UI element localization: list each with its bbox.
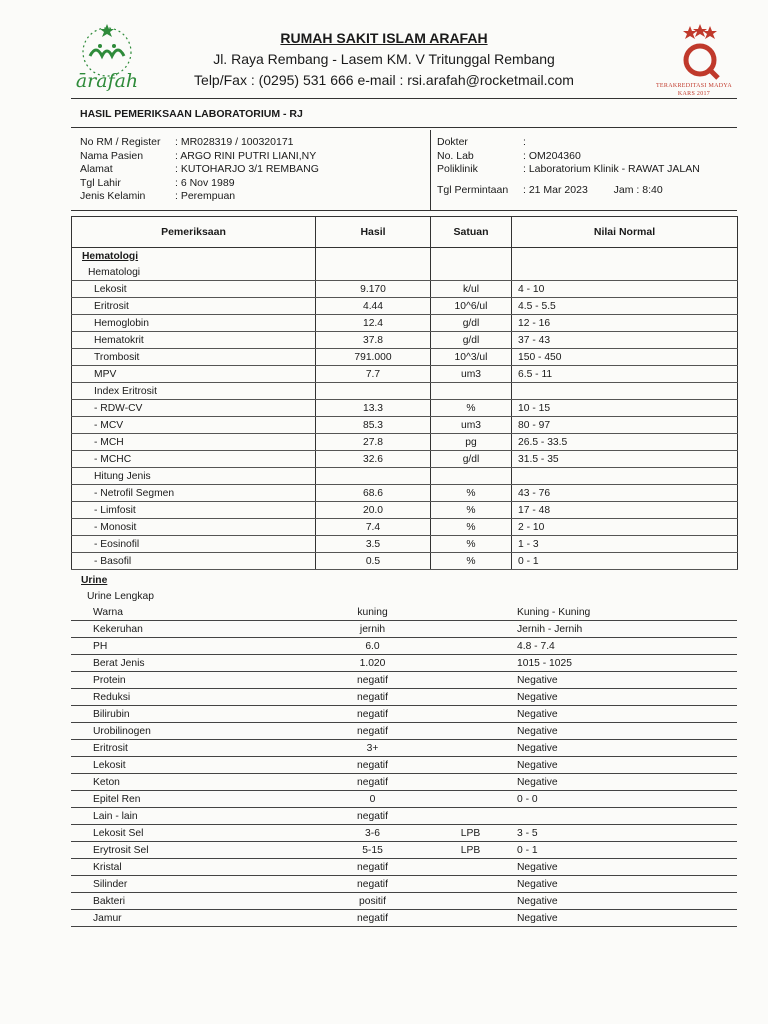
accreditation-text: [634, 82, 754, 98]
test-name: Bilirubin: [71, 706, 315, 723]
normal-range: [511, 808, 737, 825]
result-value: 791.000: [316, 349, 431, 366]
unit-value: [430, 893, 511, 910]
subsection-title: Hematologi: [72, 264, 316, 281]
normal-range: 4.5 - 5.5: [512, 298, 738, 315]
unit-value: [431, 383, 512, 400]
unit-value: %: [431, 553, 512, 570]
result-value: 12.4: [316, 315, 431, 332]
test-name: - Basofil: [72, 553, 316, 570]
subsection-title: Urine Lengkap: [87, 590, 154, 602]
time-value: 8:40: [642, 183, 663, 196]
label-rm: No RM / Register: [80, 136, 161, 148]
normal-range: 80 - 97: [512, 417, 738, 434]
unit-value: k/ul: [431, 281, 512, 298]
unit-value: um3: [431, 417, 512, 434]
order-values: [523, 136, 700, 197]
result-value: 27.8: [316, 434, 431, 451]
normal-range: 1 - 3: [512, 536, 738, 553]
result-value: negatif: [315, 859, 430, 876]
test-name: Lain - lain: [71, 808, 315, 825]
label-clinic: Poliklinik: [437, 163, 478, 175]
normal-range: Negative: [511, 757, 737, 774]
result-value: [316, 383, 431, 400]
value-request-date: [523, 184, 700, 198]
col-header-unit: Satuan: [431, 217, 512, 248]
normal-range: 12 - 16: [512, 315, 738, 332]
unit-value: %: [431, 400, 512, 417]
table-row: [72, 315, 738, 332]
normal-range: Negative: [511, 706, 737, 723]
table-row: [72, 332, 738, 349]
value-gender: : Perempuan: [175, 190, 236, 202]
normal-range: Negative: [511, 910, 737, 927]
unit-value: pg: [431, 434, 512, 451]
report-title: HASIL PEMERIKSAAN LABORATORIUM - RJ: [80, 108, 303, 120]
result-value: negatif: [315, 689, 430, 706]
table-row: [72, 536, 738, 553]
unit-value: [430, 808, 511, 825]
value-address: : KUTOHARJO 3/1 REMBANG: [175, 163, 319, 175]
normal-range: [512, 468, 738, 485]
normal-range: 17 - 48: [512, 502, 738, 519]
table-row: [71, 876, 737, 893]
value-doctor: :: [523, 136, 526, 148]
table-row: [71, 808, 737, 825]
value-lab-no: : OM204360: [523, 149, 581, 162]
unit-value: [430, 876, 511, 893]
value-name: : ARGO RINI PUTRI LIANI,NY: [175, 149, 317, 162]
section-title: Urine: [81, 574, 108, 586]
normal-range: Negative: [511, 774, 737, 791]
table-row: [71, 604, 737, 621]
test-name: - MCV: [72, 417, 316, 434]
table-row: [72, 417, 738, 434]
col-header-normal: Nilai Normal: [512, 217, 738, 248]
normal-range: Negative: [511, 876, 737, 893]
table-row: [71, 774, 737, 791]
result-value: 13.3: [316, 400, 431, 417]
normal-range: Negative: [511, 740, 737, 757]
test-name: - Netrofil Segmen: [72, 485, 316, 502]
result-value: jernih: [315, 621, 430, 638]
table-row: [72, 485, 738, 502]
order-labels: [437, 136, 508, 197]
title-divider: [71, 127, 737, 128]
time-label: Jam :: [613, 183, 640, 196]
normal-range: 0 - 1: [512, 553, 738, 570]
test-name: Eritrosit: [72, 298, 316, 315]
table-row: [71, 689, 737, 706]
table-row: [71, 893, 737, 910]
unit-value: %: [431, 502, 512, 519]
table-row: [71, 672, 737, 689]
unit-value: [430, 689, 511, 706]
test-name: - Eosinofil: [72, 536, 316, 553]
normal-range: Kuning - Kuning: [511, 604, 737, 621]
table-row: [72, 519, 738, 536]
label-doctor: Dokter: [437, 136, 468, 148]
accreditation-title: TERAKREDITASI MADYA: [655, 83, 733, 89]
unit-value: [430, 859, 511, 876]
test-name: Trombosit: [72, 349, 316, 366]
normal-range: Negative: [511, 689, 737, 706]
test-name: - RDW-CV: [72, 400, 316, 417]
result-value: negatif: [315, 757, 430, 774]
unit-value: [430, 791, 511, 808]
unit-value: [430, 621, 511, 638]
unit-value: [430, 638, 511, 655]
test-name: Silinder: [71, 876, 315, 893]
result-value: 7.4: [316, 519, 431, 536]
logo-text: ārafah: [75, 70, 139, 92]
result-value: 37.8: [316, 332, 431, 349]
result-value: 68.6: [316, 485, 431, 502]
unit-value: %: [431, 485, 512, 502]
result-value: 1.020: [315, 655, 430, 672]
table-row: [72, 400, 738, 417]
result-value: 9.170: [316, 281, 431, 298]
test-name: Bakteri: [71, 893, 315, 910]
unit-value: 10^3/ul: [431, 349, 512, 366]
result-value: 0.5: [316, 553, 431, 570]
unit-value: LPB: [430, 825, 511, 842]
normal-range: Negative: [511, 723, 737, 740]
test-name: Hitung Jenis: [72, 468, 316, 485]
normal-range: 26.5 - 33.5: [512, 434, 738, 451]
table-row: [71, 621, 737, 638]
result-value: positif: [315, 893, 430, 910]
unit-value: %: [431, 536, 512, 553]
test-name: - Limfosit: [72, 502, 316, 519]
patient-values: [175, 136, 319, 204]
result-value: 7.7: [316, 366, 431, 383]
result-value: negatif: [315, 808, 430, 825]
unit-value: [430, 757, 511, 774]
result-value: negatif: [315, 910, 430, 927]
table-row: [71, 910, 737, 927]
table-row: [71, 757, 737, 774]
col-header-test: Pemeriksaan: [72, 217, 316, 248]
normal-range: Negative: [511, 672, 737, 689]
table-row: [71, 825, 737, 842]
accreditation-subtitle: KARS 2017: [677, 91, 711, 97]
unit-value: %: [431, 519, 512, 536]
result-value: negatif: [315, 723, 430, 740]
value-rm: : MR028319 / 100320171: [175, 136, 294, 148]
test-name: Keton: [71, 774, 315, 791]
table-row: [71, 638, 737, 655]
table-row: [72, 553, 738, 570]
normal-range: [512, 383, 738, 400]
test-name: Jamur: [71, 910, 315, 927]
label-lab-no: No. Lab: [437, 149, 474, 162]
result-value: negatif: [315, 706, 430, 723]
unit-value: g/dl: [431, 451, 512, 468]
test-name: Protein: [71, 672, 315, 689]
result-value: negatif: [315, 672, 430, 689]
table-row: [72, 349, 738, 366]
test-name: Lekosit Sel: [71, 825, 315, 842]
test-name: Berat Jenis: [71, 655, 315, 672]
result-value: 4.44: [316, 298, 431, 315]
info-bottom-divider: [71, 210, 737, 211]
normal-range: 31.5 - 35: [512, 451, 738, 468]
normal-range: 10 - 15: [512, 400, 738, 417]
unit-value: [430, 910, 511, 927]
value-dob: : 6 Nov 1989: [175, 176, 235, 189]
unit-value: [430, 655, 511, 672]
test-name: Epitel Ren: [71, 791, 315, 808]
test-name: MPV: [72, 366, 316, 383]
result-value: 3.5: [316, 536, 431, 553]
normal-range: Jernih - Jernih: [511, 621, 737, 638]
urine-table: [71, 572, 737, 927]
label-name: Nama Pasien: [80, 149, 144, 162]
normal-range: Negative: [511, 893, 737, 910]
table-row: [71, 791, 737, 808]
unit-value: [430, 706, 511, 723]
unit-value: LPB: [430, 842, 511, 859]
accreditation-logo: [660, 22, 740, 82]
unit-value: [430, 723, 511, 740]
unit-value: [430, 774, 511, 791]
hospital-contact: Telp/Fax : (0295) 531 666 e-mail : rsi.arafah@rocketmail.com: [194, 72, 574, 88]
hematology-table: [71, 216, 737, 570]
table-row: [71, 859, 737, 876]
label-request-date: Tgl Permintaan: [437, 183, 509, 196]
unit-value: [431, 468, 512, 485]
result-value: 3+: [315, 740, 430, 757]
table-row: [71, 842, 737, 859]
result-value: negatif: [315, 876, 430, 893]
info-divider: [430, 130, 431, 210]
test-name: Hemoglobin: [72, 315, 316, 332]
hospital-address: Jl. Raya Rembang - Lasem KM. V Tritunggal Rembang: [213, 51, 555, 67]
test-name: Erytrosit Sel: [71, 842, 315, 859]
unit-value: um3: [431, 366, 512, 383]
result-value: 85.3: [316, 417, 431, 434]
table-row: [71, 706, 737, 723]
label-gender: Jenis Kelamin: [80, 190, 146, 202]
normal-range: 4.8 - 7.4: [511, 638, 737, 655]
test-name: Urobilinogen: [71, 723, 315, 740]
normal-range: 3 - 5: [511, 825, 737, 842]
test-name: - MCHC: [72, 451, 316, 468]
unit-value: [430, 604, 511, 621]
test-name: Warna: [71, 604, 315, 621]
test-name: Kekeruhan: [71, 621, 315, 638]
table-row: [72, 281, 738, 298]
test-name: Eritrosit: [71, 740, 315, 757]
test-name: Kristal: [71, 859, 315, 876]
result-value: 20.0: [316, 502, 431, 519]
test-name: PH: [71, 638, 315, 655]
test-name: Index Eritrosit: [72, 383, 316, 400]
table-row: [72, 502, 738, 519]
result-value: [316, 468, 431, 485]
normal-range: 37 - 43: [512, 332, 738, 349]
test-name: Hematokrit: [72, 332, 316, 349]
unit-value: g/dl: [431, 315, 512, 332]
request-date: : 21 Mar 2023: [523, 183, 588, 196]
normal-range: 2 - 10: [512, 519, 738, 536]
normal-range: 4 - 10: [512, 281, 738, 298]
normal-range: 0 - 1: [511, 842, 737, 859]
unit-value: 10^6/ul: [431, 298, 512, 315]
result-value: 6.0: [315, 638, 430, 655]
result-value: 5-15: [315, 842, 430, 859]
table-row: [72, 366, 738, 383]
result-value: negatif: [315, 774, 430, 791]
normal-range: 1015 - 1025: [511, 655, 737, 672]
test-name: Lekosit: [72, 281, 316, 298]
table-row: [72, 298, 738, 315]
unit-value: g/dl: [431, 332, 512, 349]
normal-range: 150 - 450: [512, 349, 738, 366]
section-title: Hematologi: [72, 248, 316, 265]
test-name: - MCH: [72, 434, 316, 451]
result-value: kuning: [315, 604, 430, 621]
result-value: 3-6: [315, 825, 430, 842]
table-row: [72, 451, 738, 468]
unit-value: [430, 672, 511, 689]
result-value: 32.6: [316, 451, 431, 468]
normal-range: Negative: [511, 859, 737, 876]
label-address: Alamat: [80, 163, 113, 175]
header-divider: [71, 98, 737, 99]
table-row: [71, 723, 737, 740]
normal-range: 6.5 - 11: [512, 366, 738, 383]
normal-range: 0 - 0: [511, 791, 737, 808]
label-dob: Tgl Lahir: [80, 176, 121, 189]
table-row: [72, 468, 738, 485]
table-row: [72, 383, 738, 400]
test-name: Lekosit: [71, 757, 315, 774]
test-name: - Monosit: [72, 519, 316, 536]
table-row: [71, 740, 737, 757]
col-header-result: Hasil: [316, 217, 431, 248]
result-value: 0: [315, 791, 430, 808]
normal-range: 43 - 76: [512, 485, 738, 502]
table-row: [72, 434, 738, 451]
unit-value: [430, 740, 511, 757]
test-name: Reduksi: [71, 689, 315, 706]
value-clinic: : Laboratorium Klinik - RAWAT JALAN: [523, 163, 700, 175]
patient-labels: [80, 136, 161, 204]
hospital-name: RUMAH SAKIT ISLAM ARAFAH: [280, 30, 488, 46]
table-row: [71, 655, 737, 672]
